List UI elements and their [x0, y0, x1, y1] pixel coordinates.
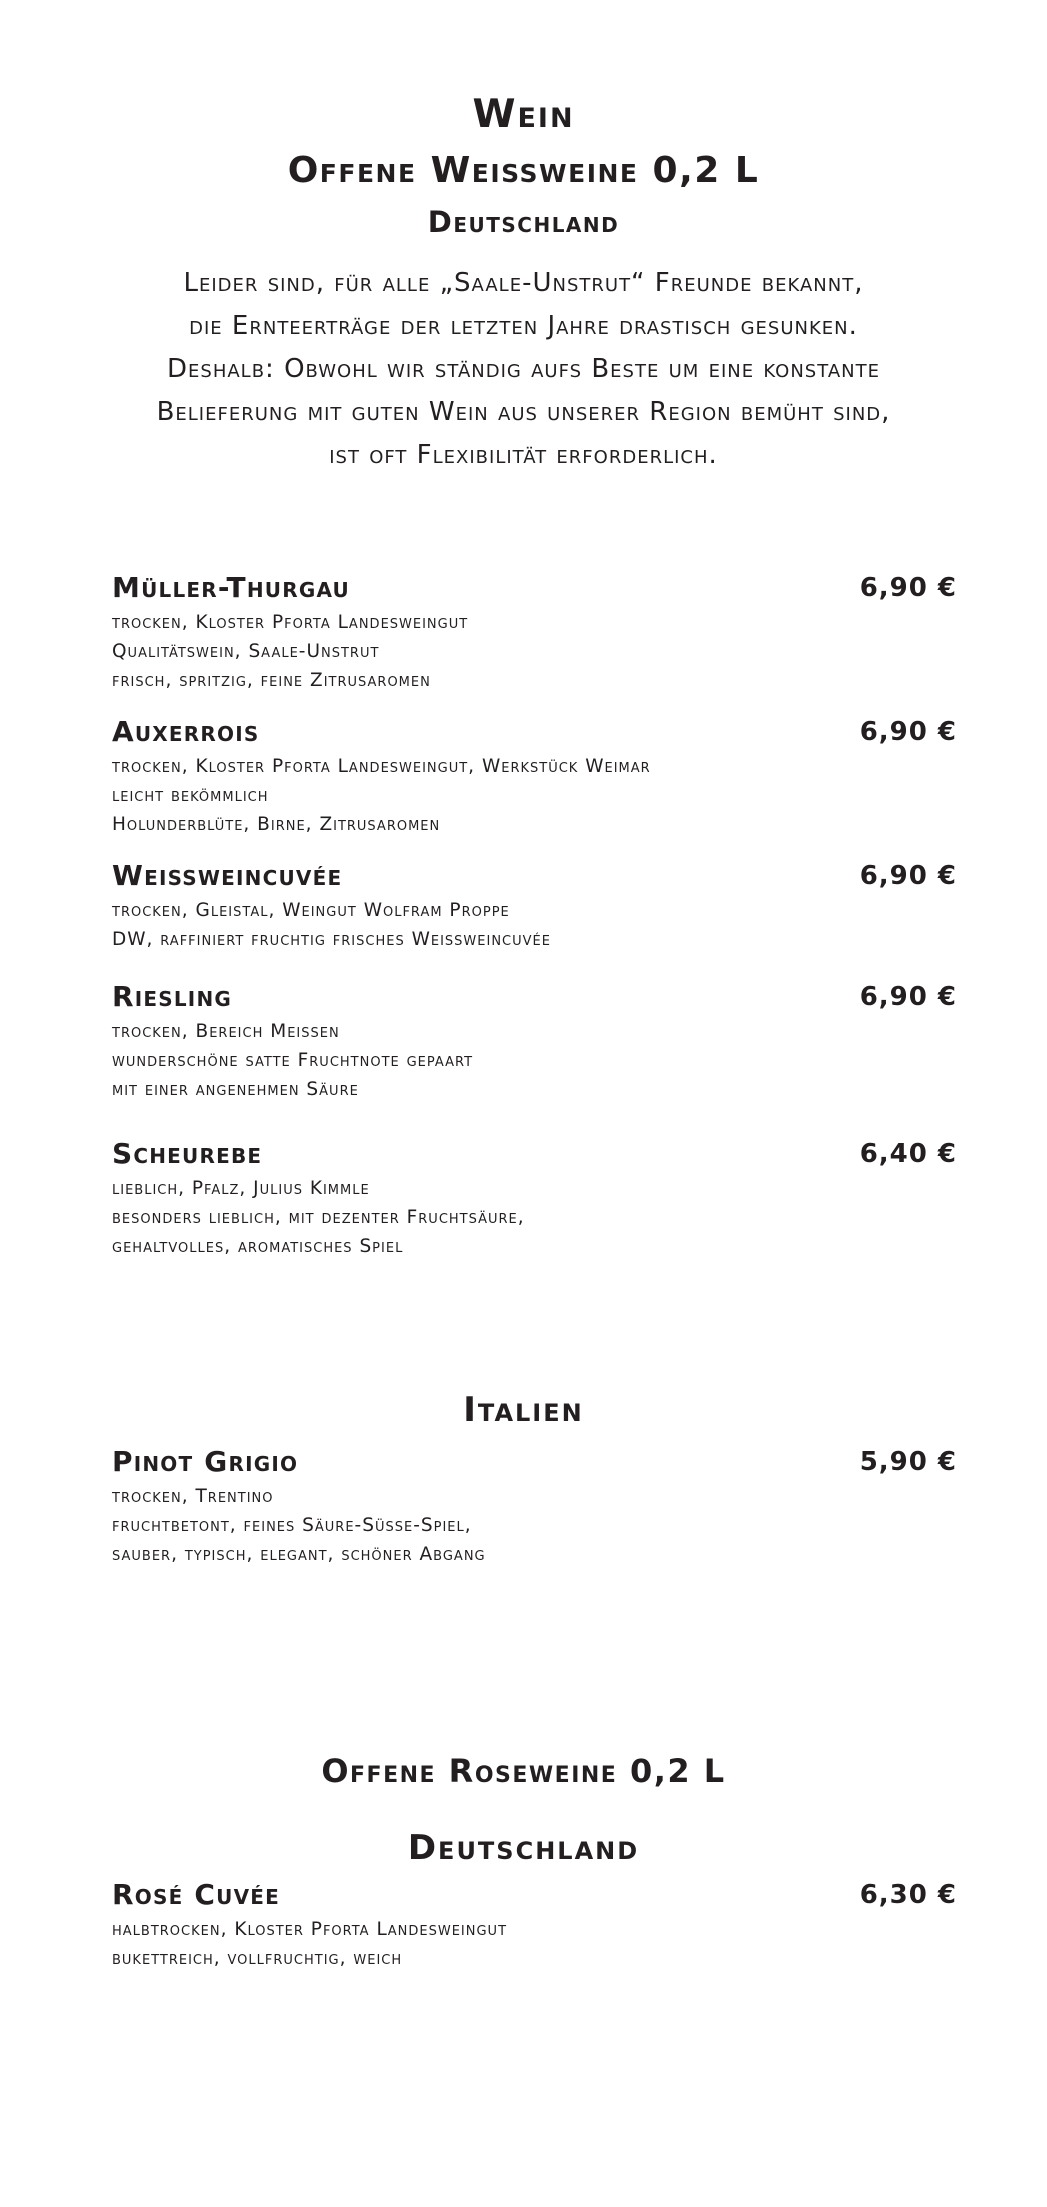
section-heading-white-wine: Offene Weissweine 0,2 L: [287, 150, 760, 191]
wine-price: 6,40 €: [859, 1139, 957, 1169]
intro-line: Deshalb: Obwohl wir ständig aufs Beste um eine konstante: [167, 354, 880, 384]
wine-description-line: DW, raffiniert fruchtig frisches Weissweincuvée: [112, 929, 551, 950]
wine-price: 6,90 €: [859, 982, 957, 1012]
wine-name: Müller-Thurgau: [112, 571, 350, 604]
country-heading-italy: Italien: [463, 1390, 584, 1430]
wine-description-line: trocken, Trentino: [112, 1486, 274, 1507]
wine-description: [112, 1915, 957, 1973]
wine-description-line: leicht bekömmlich: [112, 785, 269, 806]
wine-description-line: lieblich, Pfalz, Julius Kimmle: [112, 1178, 370, 1199]
country-heading-germany: Deutschland: [427, 205, 620, 239]
wine-description-line: frisch, spritzig, feine Zitrusaromen: [112, 670, 431, 691]
wine-description: [112, 1482, 957, 1569]
wine-item-weissweincuvee: [112, 858, 957, 954]
wine-description-line: Holunderblüte, Birne, Zitrusaromen: [112, 814, 441, 835]
wine-name: Riesling: [112, 980, 233, 1013]
section-heading-rose-wine: Offene Roseweine 0,2 L: [321, 1752, 726, 1790]
wine-price: 6,30 €: [859, 1880, 957, 1910]
wine-description-line: trocken, Gleistal, Weingut Wolfram Proppe: [112, 900, 510, 921]
country-heading-germany-rose: Deutschland: [407, 1828, 640, 1868]
wine-description-line: wunderschöne satte Fruchtnote gepaart: [112, 1050, 474, 1071]
wine-price: 5,90 €: [859, 1447, 957, 1477]
wine-item-rose-cuvee: [112, 1877, 957, 1973]
wine-price: 6,90 €: [859, 717, 957, 747]
wine-item-pinot-grigio: [112, 1444, 957, 1569]
wine-description: [112, 608, 957, 695]
page-title: Wein: [472, 92, 575, 137]
wine-description-line: besonders lieblich, mit dezenter Fruchtsäure,: [112, 1207, 525, 1228]
intro-text: [0, 262, 1047, 477]
wine-description: [112, 1017, 957, 1104]
wine-item-mueller-thurgau: [112, 570, 957, 695]
wine-name: Pinot Grigio: [112, 1445, 299, 1478]
wine-description-line: halbtrocken, Kloster Pforta Landesweingut: [112, 1919, 508, 1940]
wine-item-auxerrois: [112, 714, 957, 839]
wine-description-line: fruchtbetont, feines Säure-Süsse-Spiel,: [112, 1515, 472, 1536]
wine-description: [112, 896, 957, 954]
intro-line: Belieferung mit guten Wein aus unserer Region bemüht sind,: [156, 397, 891, 427]
wine-description-line: mit einer angenehmen Säure: [112, 1079, 359, 1100]
wine-name: Rosé Cuvée: [112, 1878, 280, 1911]
wine-item-riesling: [112, 979, 957, 1104]
intro-line: die Ernteerträge der letzten Jahre drastisch gesunken.: [189, 311, 858, 341]
wine-price: 6,90 €: [859, 861, 957, 891]
wine-name: Weissweincuvée: [112, 859, 343, 892]
wine-description-line: trocken, Kloster Pforta Landesweingut: [112, 612, 469, 633]
wine-description-line: bukettreich, vollfruchtig, weich: [112, 1948, 403, 1969]
wine-description-line: Qualitätswein, Saale-Unstrut: [112, 641, 380, 662]
wine-description-line: trocken, Bereich Meissen: [112, 1021, 340, 1042]
wine-name: Scheurebe: [112, 1137, 263, 1170]
wine-item-scheurebe: [112, 1136, 957, 1261]
wine-description: [112, 752, 957, 839]
wine-description: [112, 1174, 957, 1261]
intro-line: ist oft Flexibilität erforderlich.: [329, 440, 718, 470]
wine-name: Auxerrois: [112, 715, 260, 748]
wine-description-line: gehaltvolles, aromatisches Spiel: [112, 1236, 404, 1257]
wine-description-line: trocken, Kloster Pforta Landesweingut, Werkstück Weimar: [112, 756, 651, 777]
intro-line: Leider sind, für alle „Saale-Unstrut“ Freunde bekannt,: [183, 268, 864, 298]
wine-price: 6,90 €: [859, 573, 957, 603]
wine-description-line: sauber, typisch, elegant, schöner Abgang: [112, 1544, 486, 1565]
